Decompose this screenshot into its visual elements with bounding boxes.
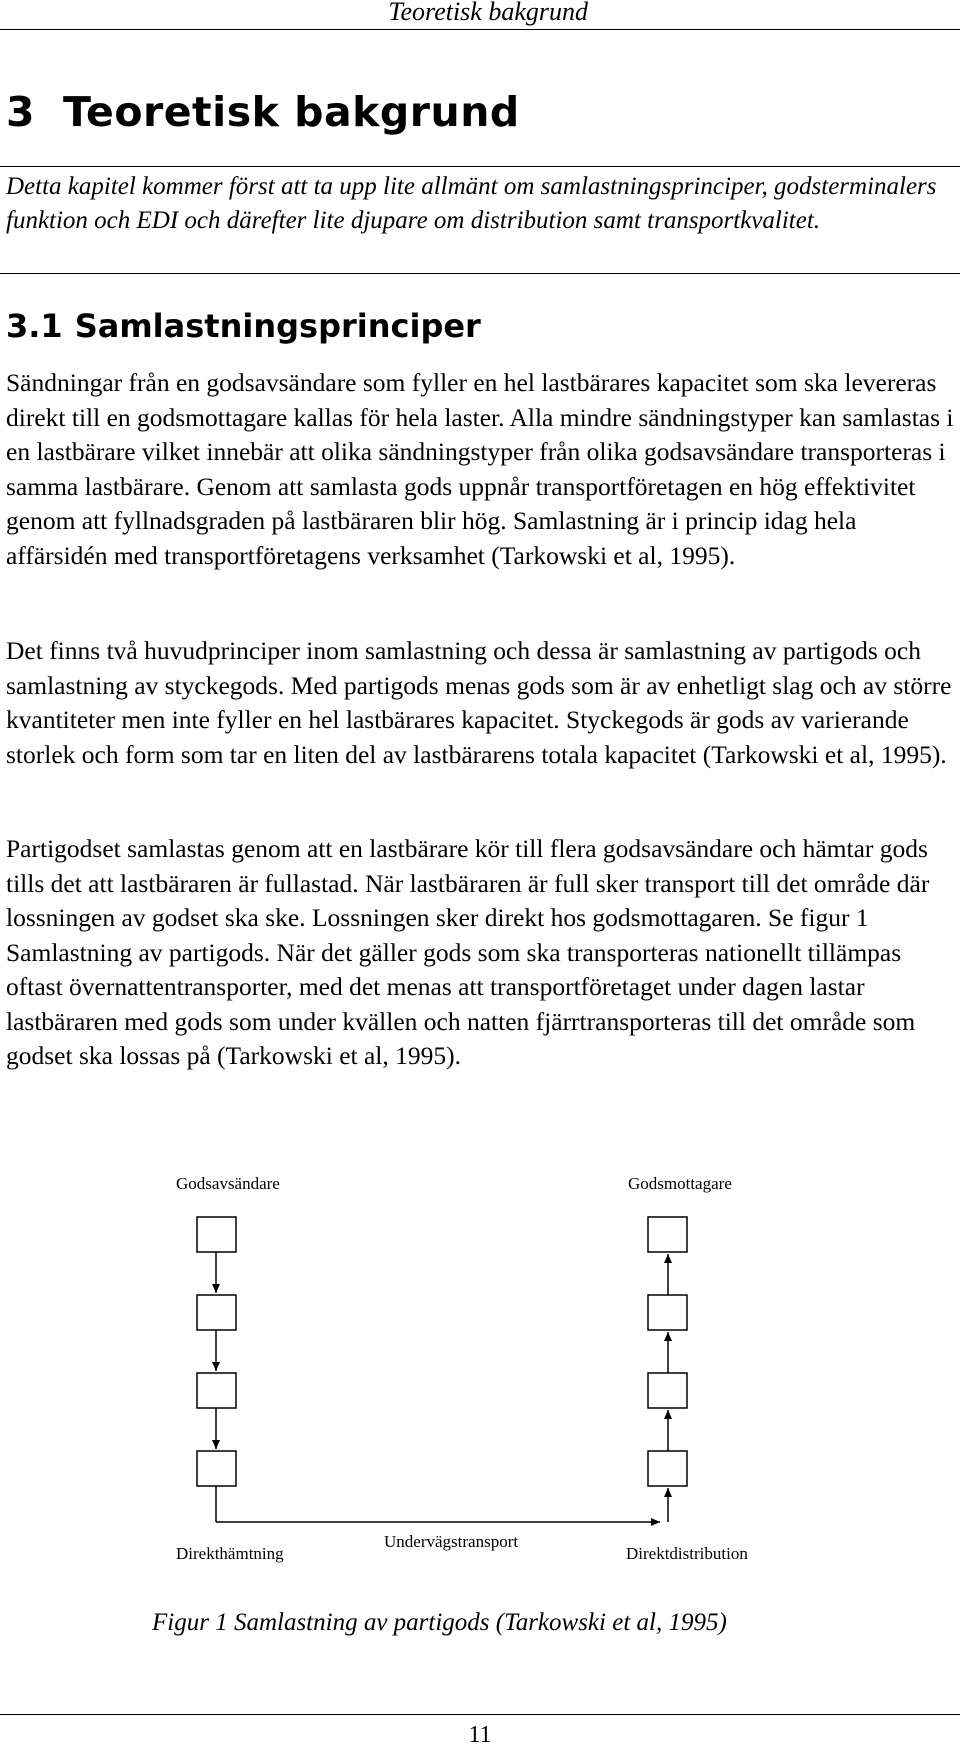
section-number: 3.1 [6, 307, 63, 345]
abstract-bottom-rule [0, 273, 960, 274]
chapter-title: Teoretisk bakgrund [63, 88, 520, 136]
sender-box-2 [197, 1295, 236, 1330]
chapter-number: 3 [6, 88, 36, 136]
receiver-box-2 [648, 1373, 687, 1408]
paragraph-2: Det finns två huvudprinciper inom samlastning och dessa är samlastning av partigods och samlastning av styckegods. Med partigods menas gods som är av enhetligt slag och av större kvantiteter men inte fyller en hel lastbärares kapacitet. Styckegods är gods av varierande storlek och form som tar en liten del av lastbärarens totala kapacitet (Tarkowski et al, 1995). [6, 636, 952, 769]
section-heading [6, 307, 481, 345]
running-header-text: Teoretisk bakgrund [388, 0, 588, 26]
section-title: Samlastningsprinciper [74, 307, 481, 345]
sender-box-4 [197, 1451, 236, 1486]
label-receiver: Godsmottagare [628, 1174, 732, 1193]
header-rule [0, 29, 960, 30]
paragraph-1: Sändningar från en godsavsändare som fyller en hel lastbärares kapacitet som ska levereras direkt till en godsmottagare kallas för hela laster. Alla mindre sändningstyper kan samlastas i en lastbärare vilket innebär att olika sändningstyper från olika godsavsändare transporteras i samma lastbärare. Genom att samlasta gods uppnår transportföretagen en hög effektivitet genom att fyllnadsgraden på lastbäraren blir hög. Samlastning är i princip idag hela affärsidén med transportföretagens verksamhet (Tarkowski et al, 1995). [6, 368, 954, 570]
label-delivery: Direktdistribution [626, 1544, 748, 1563]
footer-rule [0, 1714, 960, 1715]
consolidation-diagram [0, 1160, 960, 1600]
abstract-top-rule [0, 166, 960, 167]
receiver-box-1 [648, 1451, 687, 1486]
page-number: 11 [468, 1722, 492, 1748]
label-pickup: Direkthämtning [176, 1544, 284, 1563]
receiver-box-3 [648, 1295, 687, 1330]
label-sender: Godsavsändare [176, 1174, 280, 1193]
figure-caption: Figur 1 Samlastning av partigods (Tarkowski et al, 1995) [152, 1609, 727, 1636]
paragraph-3: Partigodset samlastas genom att en lastbärare kör till flera godsavsändare och hämtar gods tills det att lastbäraren är fullastad. När lastbäraren är full sker transport till det område där lossningen av godset ska ske. Lossningen sker direkt hos godsmottagaren. Se figur 1 Samlastning av partigods. När det gäller gods som ska transporteras nationellt tillämpas oftast övernattentransporter, med det menas att transportföretaget under dagen lastar lastbäraren med gods som under kvällen och natten fjärrtransporteras till det område som godset ska lossas på (Tarkowski et al, 1995). [6, 834, 930, 1070]
sender-box-3 [197, 1373, 236, 1408]
sender-box-1 [197, 1217, 236, 1252]
label-transit: Undervägstransport [384, 1532, 519, 1551]
chapter-heading [6, 88, 520, 136]
chapter-intro: Detta kapitel kommer först att ta upp lite allmänt om samlastningsprinciper, godsterminalers funktion och EDI och därefter lite djupare om distribution samt transportkvalitet. [6, 173, 937, 234]
receiver-box-4 [648, 1217, 687, 1252]
running-header [0, 0, 960, 30]
